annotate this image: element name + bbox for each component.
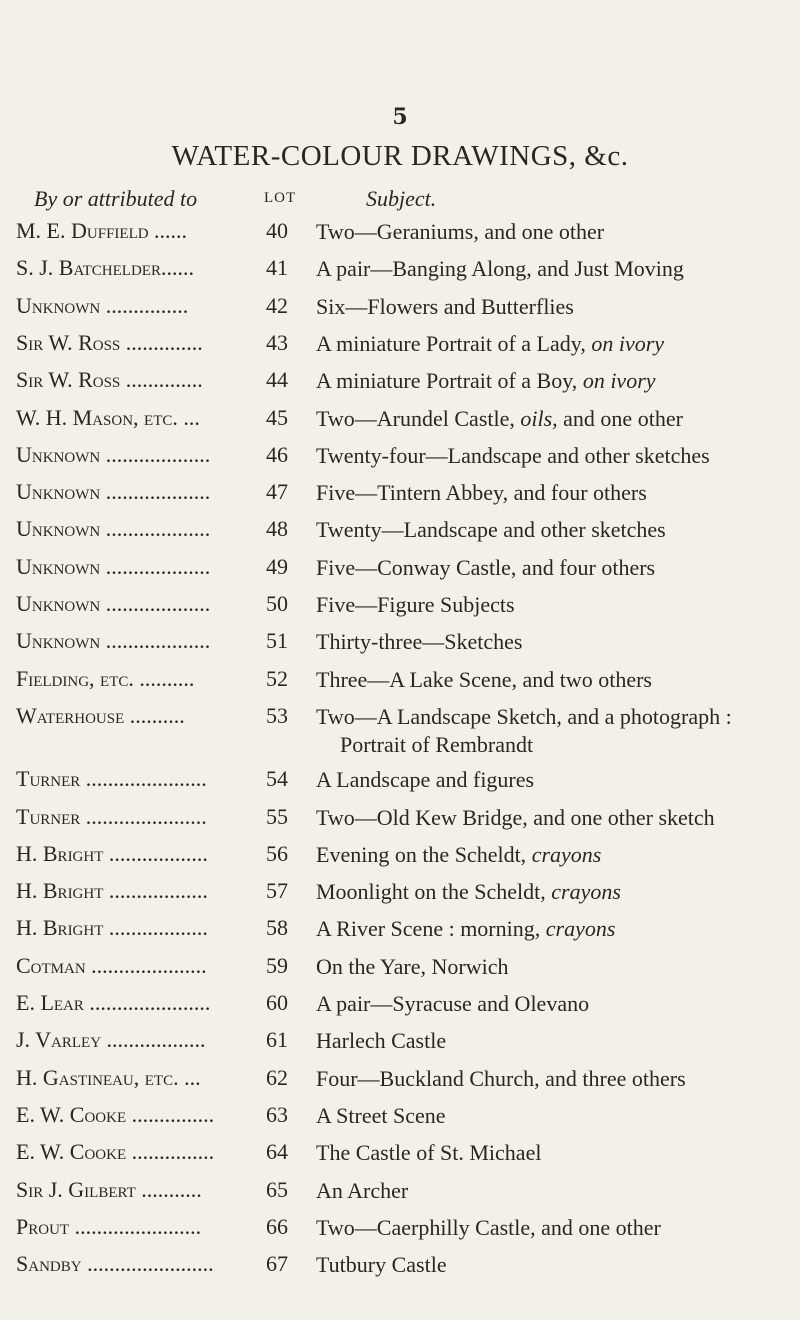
subject-text: On the Yare, Norwich	[316, 953, 509, 979]
lot-number: 53	[266, 702, 288, 728]
artist-name: Turner ......................	[16, 766, 207, 792]
subject-text: Two—Geraniums, and one other	[316, 219, 605, 244]
lot-subject	[316, 1177, 798, 1205]
subject-medium: crayons	[531, 841, 602, 867]
lot-subject	[316, 442, 798, 470]
artist-name: H. Gastineau, etc. ...	[16, 1064, 201, 1090]
subject-column-header: Subject.	[366, 186, 437, 211]
subject-text: A miniature Portrait of a Lady,	[316, 330, 586, 356]
subject-text: A Landscape and figures	[316, 767, 535, 793]
lot-subject	[316, 516, 798, 544]
subject-medium: crayons	[551, 879, 621, 905]
artist-name: E. Lear ......................	[16, 990, 211, 1015]
artist-name: Unknown ...................	[16, 441, 211, 467]
lot-subject	[316, 878, 798, 906]
lot-subject	[316, 990, 798, 1018]
subject-text: Twenty-four—Landscape and other sketches	[316, 442, 710, 468]
artist-name: Unknown ...............	[16, 292, 189, 318]
lot-number: 47	[266, 479, 288, 505]
lot-number: 40	[266, 218, 288, 243]
lot-number: 42	[266, 292, 288, 318]
artist-name: Sir J. Gilbert ...........	[16, 1176, 202, 1202]
artist-name: H. Bright ..................	[16, 915, 208, 941]
lot-number: 61	[266, 1027, 288, 1053]
lot-subject	[316, 554, 798, 582]
subject-text: The Castle of St. Michael	[316, 1140, 542, 1166]
lot-number: 45	[266, 404, 288, 430]
lot-number: 64	[266, 1139, 288, 1165]
lot-number: 66	[266, 1213, 288, 1239]
artist-name: E. W. Cooke ...............	[16, 1139, 215, 1165]
subject-text: Five—Tintern Abbey, and four others	[316, 480, 647, 506]
artist-name: Unknown ...................	[16, 628, 211, 654]
artist-name: Sir W. Ross ..............	[16, 329, 203, 355]
subject-text: Evening on the Scheldt,	[316, 841, 527, 867]
artist-name: Cotman .....................	[16, 952, 207, 978]
lot-number: 41	[266, 255, 288, 281]
lot-number: 67	[266, 1251, 288, 1277]
subject-text: Two—Arundel Castle,	[316, 405, 515, 431]
subject-text: Two—Caerphilly Castle, and one other	[316, 1214, 661, 1240]
artist-name: Prout .......................	[16, 1213, 202, 1239]
artist-name: Fielding, etc. ..........	[16, 665, 195, 691]
lot-number: 65	[266, 1176, 288, 1202]
subject-text: Moonlight on the Scheldt,	[316, 879, 546, 905]
artist-name: J. Varley ..................	[16, 1027, 206, 1053]
subject-medium: oils,	[520, 405, 558, 431]
lot-number: 48	[266, 516, 288, 542]
lot-number: 55	[266, 803, 288, 829]
subject-text: Six—Flowers and Butterflies	[316, 293, 574, 319]
lot-number: 52	[266, 665, 288, 691]
lot-number: 44	[266, 367, 288, 393]
lot-subject	[316, 703, 798, 759]
artist-name: Turner ......................	[16, 803, 207, 829]
lot-subject	[316, 1139, 798, 1167]
lot-subject	[316, 1214, 798, 1242]
subject-text: An Archer	[316, 1177, 409, 1203]
subject-text: A miniature Portrait of a Boy,	[316, 368, 578, 394]
artist-name: Unknown ...................	[16, 591, 211, 616]
subject-text: Two—A Landscape Sketch, and a photograph :	[316, 703, 732, 729]
lot-subject	[316, 766, 798, 794]
lot-subject	[316, 405, 798, 433]
subject-text: Harlech Castle	[316, 1028, 447, 1054]
subject-text: Four—Buckland Church, and three others	[316, 1065, 686, 1091]
lot-subject	[316, 666, 798, 694]
lot-subject	[316, 1102, 798, 1130]
lot-subject	[316, 841, 798, 869]
subject-text: A pair—Banging Along, and Just Moving	[316, 256, 684, 282]
lot-subject	[316, 1251, 798, 1279]
subject-medium: on ivory	[591, 330, 665, 356]
lot-number: 62	[266, 1064, 288, 1090]
lot-subject	[316, 915, 798, 943]
lot-subject	[316, 479, 798, 507]
lot-number: 58	[266, 915, 288, 941]
subject-text: Two—Old Kew Bridge, and one other sketch	[316, 804, 715, 830]
subject-text: Tutbury Castle	[316, 1252, 447, 1278]
artist-name: S. J. Batchelder......	[16, 255, 194, 281]
subject-text: A River Scene : morning,	[316, 916, 541, 942]
subject-text: Five—Figure Subjects	[316, 592, 515, 617]
artist-name: Unknown ...................	[16, 553, 211, 579]
artist-name: H. Bright ..................	[16, 840, 208, 866]
artist-name: Unknown ...................	[16, 479, 211, 505]
artist-name: Sir W. Ross ..............	[16, 367, 203, 393]
lot-number: 56	[266, 840, 288, 866]
lot-subject	[316, 804, 798, 832]
subject-text: Thirty-three—Sketches	[316, 629, 523, 655]
lot-number: 51	[266, 628, 288, 654]
lot-number: 63	[266, 1101, 288, 1127]
subject-medium: crayons	[545, 916, 616, 942]
artist-name: H. Bright ..................	[16, 878, 208, 904]
subject-text: Five—Conway Castle, and four others	[316, 554, 656, 580]
lot-column-header: LOT	[264, 190, 297, 206]
artist-name: W. H. Mason, etc. ...	[16, 404, 200, 430]
artist-name: Sandby .......................	[16, 1251, 214, 1277]
lot-subject	[316, 953, 798, 981]
lot-subject	[316, 591, 798, 619]
artist-column-header: By or attributed to	[34, 186, 198, 211]
lot-subject	[316, 293, 798, 321]
page-title: WATER-COLOUR DRAWINGS, &c.	[171, 140, 629, 172]
lot-number: 43	[266, 329, 288, 355]
subject-text: Twenty—Landscape and other sketches	[316, 517, 666, 543]
artist-name: M. E. Duffield ......	[16, 218, 188, 243]
subject-text-after: and one other	[563, 405, 683, 431]
subject-text: A pair—Syracuse and Olevano	[316, 991, 590, 1016]
lot-subject	[316, 255, 798, 283]
lot-subject	[316, 628, 798, 656]
artist-name: E. W. Cooke ...............	[16, 1101, 215, 1127]
lot-number: 50	[266, 591, 288, 616]
lot-subject	[316, 1065, 798, 1093]
lot-number: 60	[266, 990, 288, 1015]
lot-subject	[316, 330, 798, 358]
subject-text: Three—A Lake Scene, and two others	[316, 666, 652, 692]
subject-text: A Street Scene	[316, 1102, 446, 1128]
subject-second-line: Portrait of Rembrandt	[340, 731, 534, 757]
lot-number: 54	[266, 766, 288, 792]
lot-subject	[316, 367, 798, 395]
subject-medium: on ivory	[582, 368, 656, 394]
lot-subject	[316, 218, 798, 246]
lot-subject	[316, 1027, 798, 1055]
page-number: 5	[392, 104, 408, 130]
artist-name: Waterhouse ..........	[16, 702, 185, 728]
lot-number: 49	[266, 553, 288, 579]
lot-number: 59	[266, 952, 288, 978]
lot-number: 46	[266, 441, 288, 467]
artist-name: Unknown ...................	[16, 516, 211, 542]
lot-number: 57	[266, 878, 288, 904]
